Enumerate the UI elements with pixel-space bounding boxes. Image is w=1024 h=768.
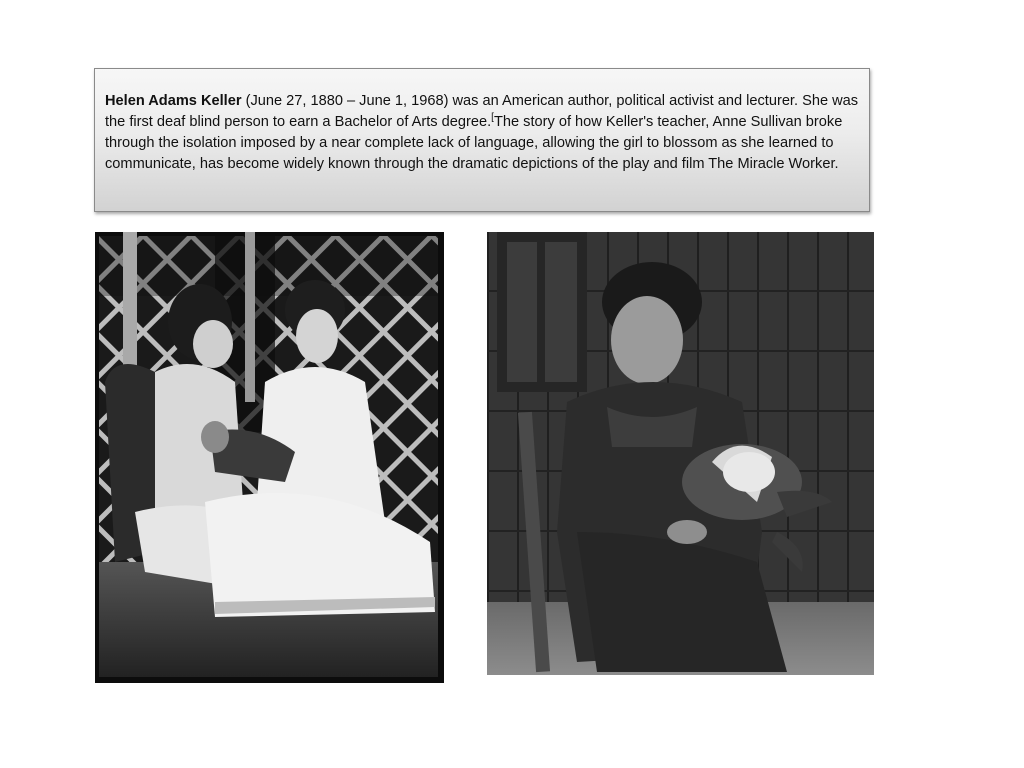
bio-story: The story of how Keller's teacher, Anne Sullivan broke through the isolation imposed by a near complete lack of language, allowing the girl to blossom as she learned to communicate, has become widely known through the dramatic depictions of the play and film The Miracle Worker. (105, 114, 843, 172)
citation-mark: [ (491, 112, 494, 124)
photo-keller-magnolia (487, 232, 874, 675)
bio-text-box (94, 68, 870, 212)
photo-keller-sullivan-image (95, 232, 444, 683)
bio-intro: (June 27, 1880 – June 1, 1968) was an American author, political activist and lecturer. She was the first deaf blind person to earn a Bachelor of Arts degree. (105, 93, 859, 130)
bio-name: Helen Adams Keller (105, 93, 242, 109)
photo-keller-magnolia-image (487, 232, 874, 675)
photo-keller-sullivan (95, 232, 444, 683)
